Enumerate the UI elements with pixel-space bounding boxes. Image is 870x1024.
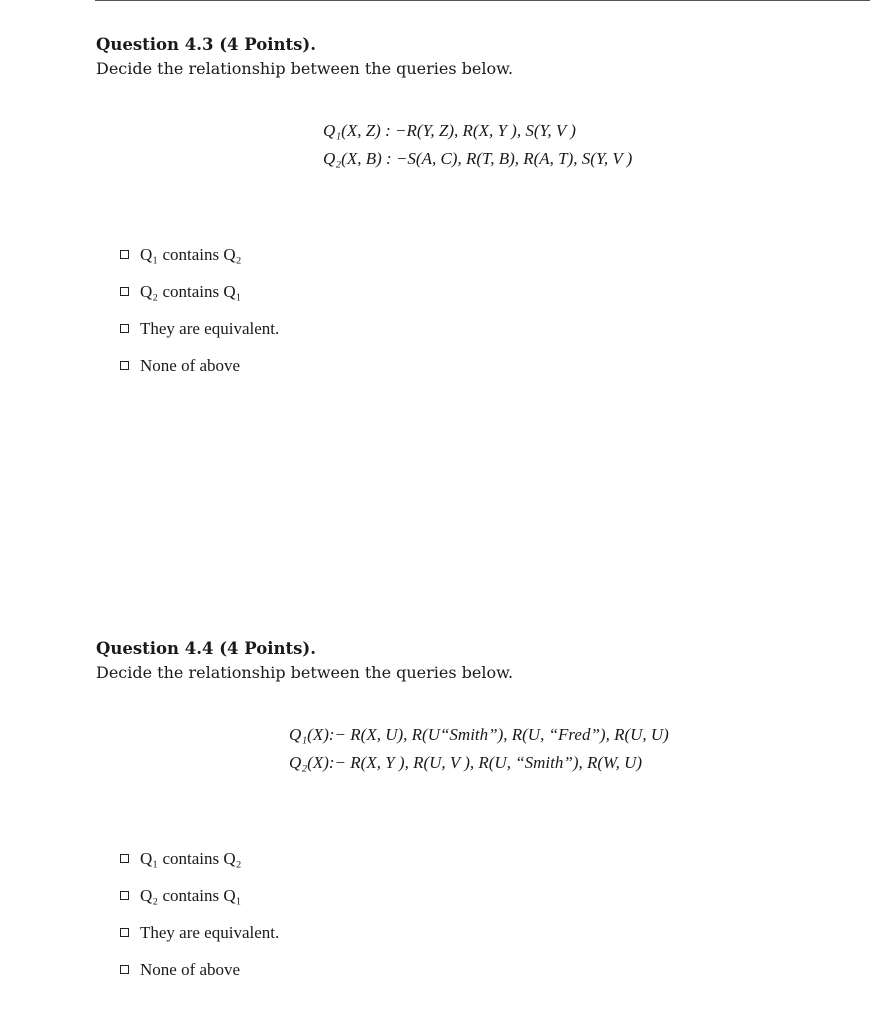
query-q2: Q₂(X):− R(X, Y ), R(U, V ), R(U, “Smith”), R(W, U): [289, 753, 643, 772]
top-rule: [95, 0, 870, 1]
question-title: Question 4.3 (4 Points).: [96, 35, 316, 54]
question-prompt: Decide the relationship between the queries below.: [96, 663, 514, 682]
option-equivalent[interactable]: [120, 914, 279, 951]
option-q1-contains-q2[interactable]: [120, 236, 279, 273]
option-none-of-above[interactable]: [120, 951, 279, 988]
checkbox[interactable]: [120, 361, 129, 370]
question-prompt: Decide the relationship between the queries below.: [96, 59, 514, 78]
checkbox[interactable]: [120, 965, 129, 974]
option-label: Q₁ contains Q₂: [140, 848, 242, 868]
query-q1: Q₁(X):− R(X, U), R(U“Smith”), R(U, “Fred”), R(U, U): [289, 725, 669, 744]
question-title: Question 4.4 (4 Points).: [96, 639, 316, 658]
checkbox[interactable]: [120, 928, 129, 937]
option-q1-contains-q2[interactable]: [120, 840, 279, 877]
checkbox[interactable]: [120, 891, 129, 900]
question-4-3: [96, 33, 836, 375]
query-block: [289, 721, 669, 777]
checkbox[interactable]: [120, 854, 129, 863]
option-none-of-above[interactable]: [120, 347, 279, 384]
option-label: None of above: [140, 355, 241, 375]
checkbox[interactable]: [120, 324, 129, 333]
question-4-4: [96, 637, 836, 979]
option-list: [120, 236, 279, 384]
option-q2-contains-q1[interactable]: [120, 273, 279, 310]
query-q2: Q₂(X, B) : −S(A, C), R(T, B), R(A, T), S(Y, V ): [323, 149, 633, 168]
query-block: [323, 117, 632, 173]
option-list: [120, 840, 279, 988]
option-label: Q₁ contains Q₂: [140, 244, 242, 264]
option-label: They are equivalent.: [140, 922, 280, 942]
query-q1: Q₁(X, Z) : −R(Y, Z), R(X, Y ), S(Y, V ): [323, 121, 576, 140]
checkbox[interactable]: [120, 287, 129, 296]
option-label: Q₂ contains Q₁: [140, 885, 242, 905]
option-label: They are equivalent.: [140, 318, 280, 338]
option-label: Q₂ contains Q₁: [140, 281, 242, 301]
option-label: None of above: [140, 959, 241, 979]
checkbox[interactable]: [120, 250, 129, 259]
option-q2-contains-q1[interactable]: [120, 877, 279, 914]
option-equivalent[interactable]: [120, 310, 279, 347]
